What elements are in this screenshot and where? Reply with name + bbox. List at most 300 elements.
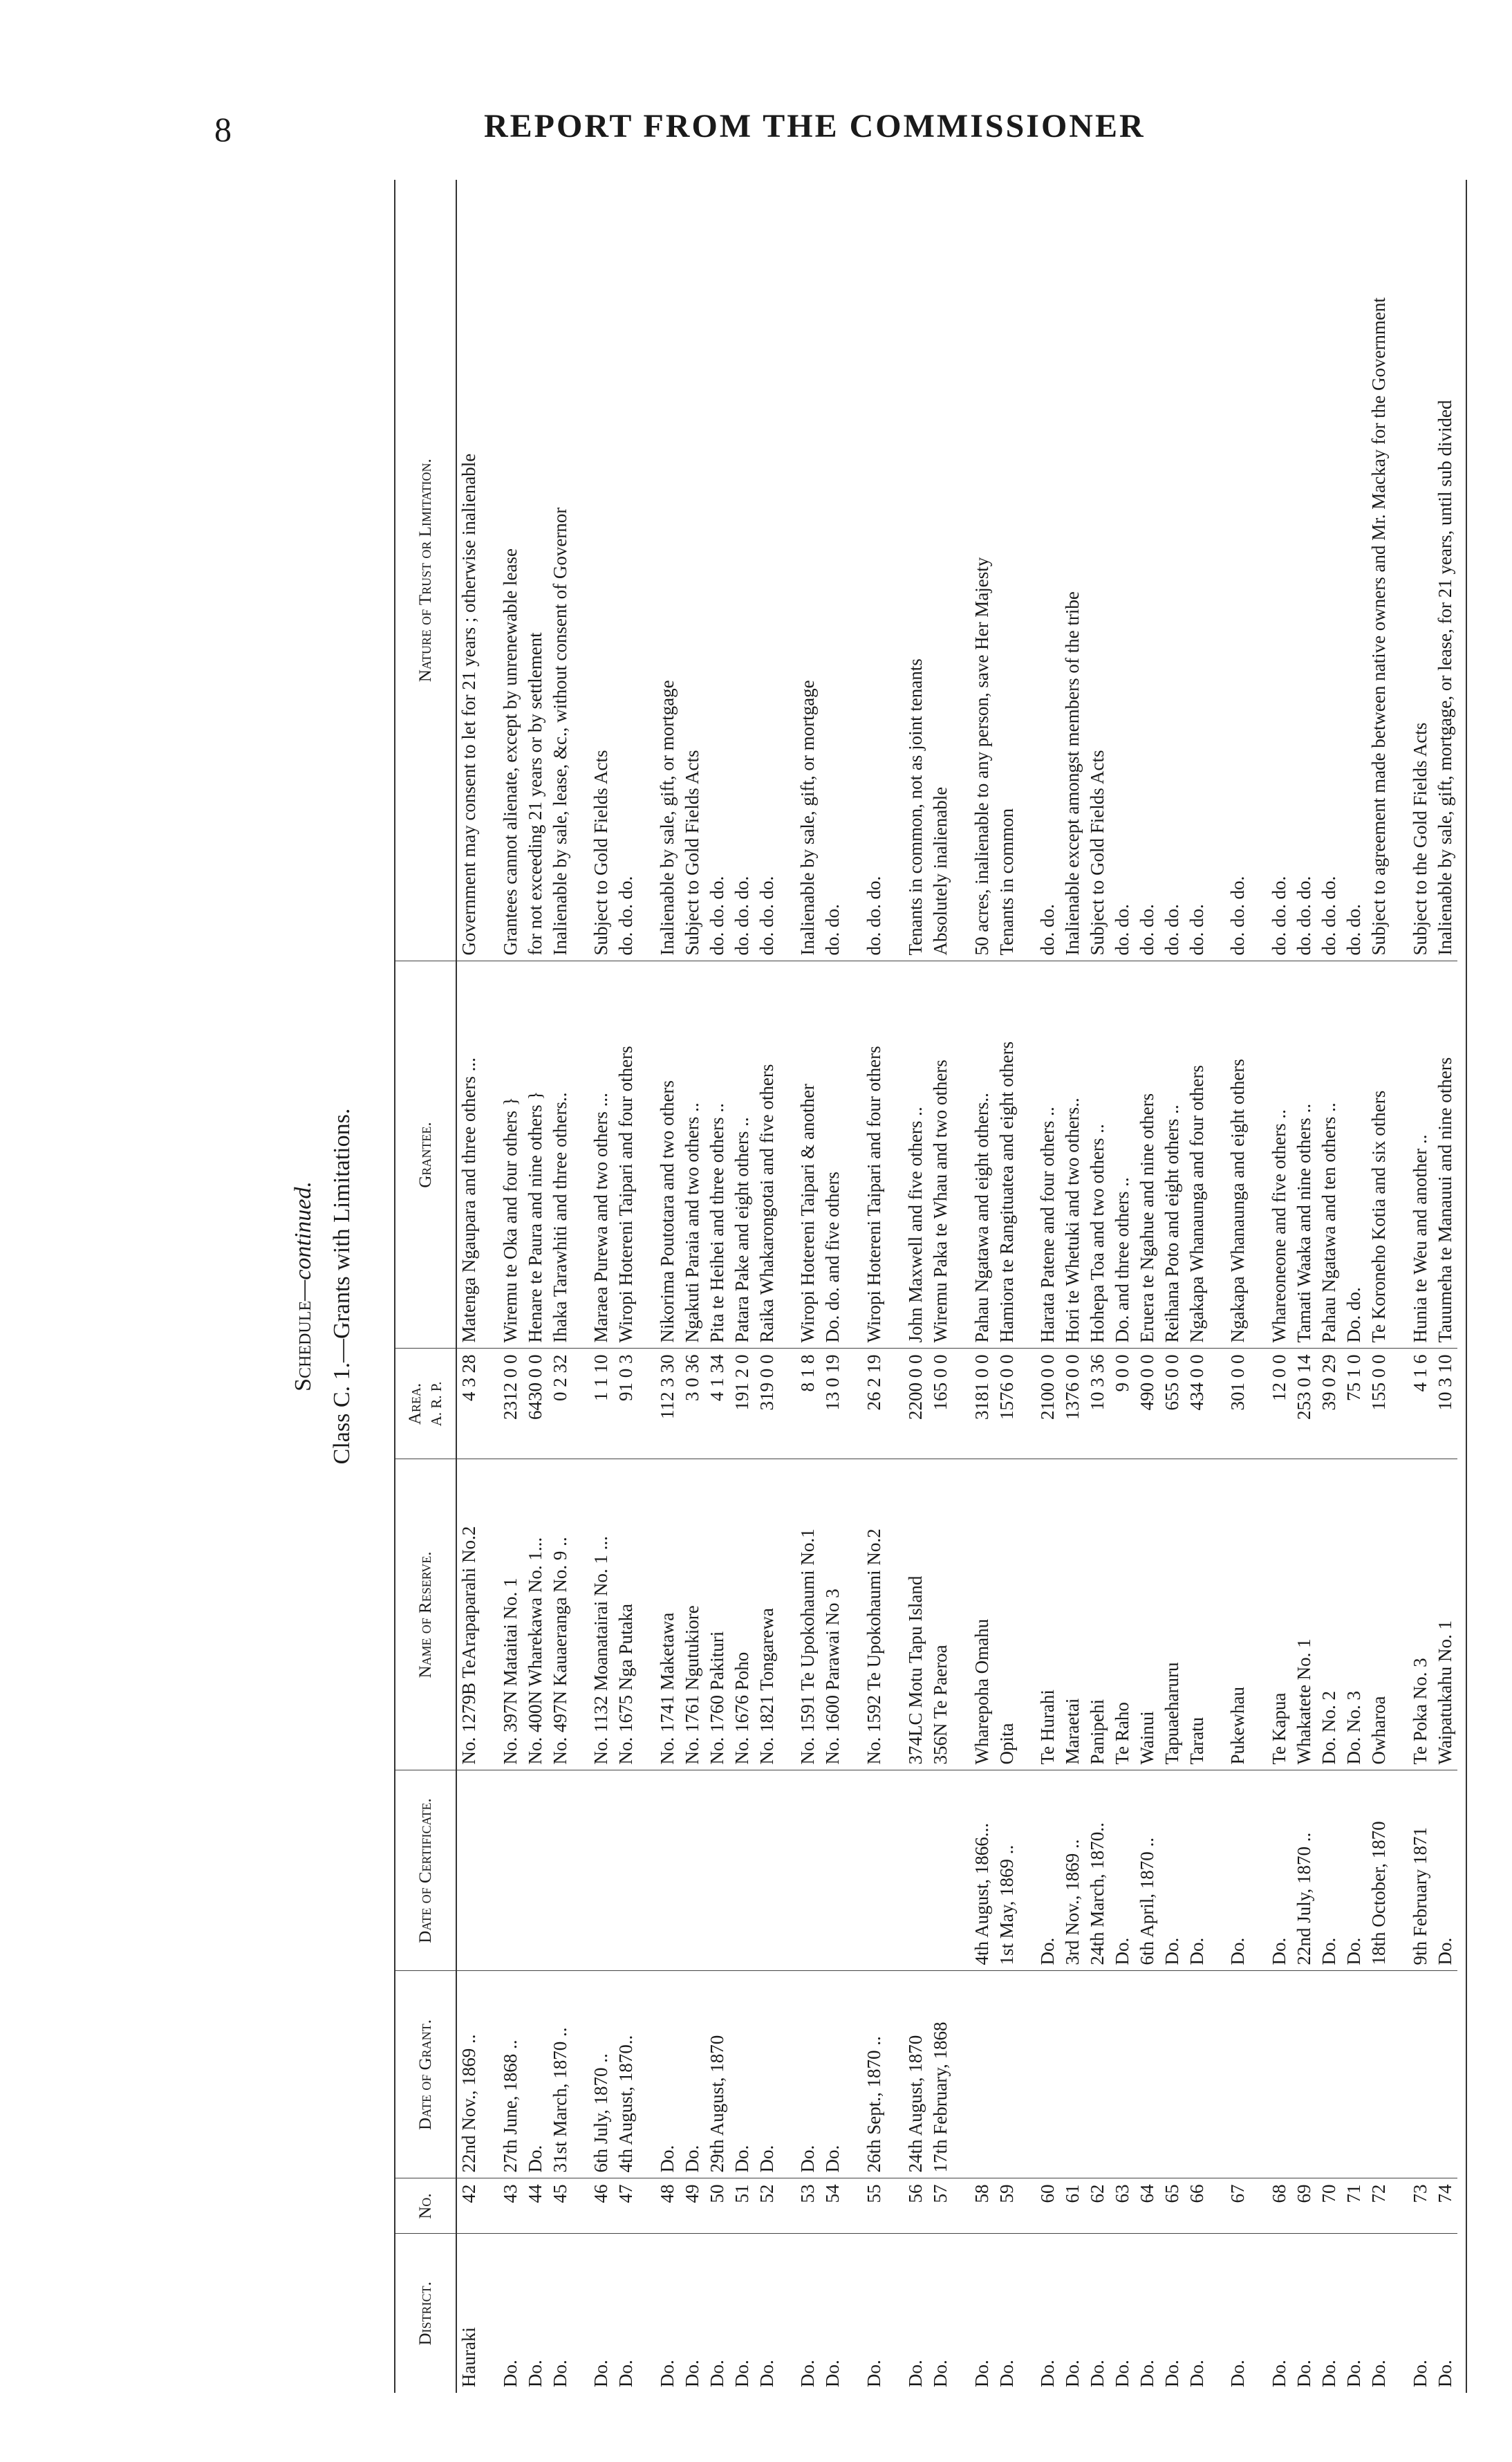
cell-no: 64: [1135, 2178, 1160, 2234]
cell-nature: do. do. do.: [755, 180, 780, 961]
cell-date-of-certificate: 6th April, 1870 ..: [1135, 1770, 1160, 1971]
cell-name-of-reserve: No. 497N Kauaeranga No. 9 ..: [548, 1459, 573, 1770]
table-header-row: [395, 180, 456, 2393]
cell-grantee: Tauumeha te Manauui and nine others: [1433, 961, 1458, 1349]
cell-date-of-certificate: [755, 1770, 780, 1971]
cell-nature: do. do. do.: [1251, 180, 1292, 961]
cell-date-of-certificate: [548, 1770, 573, 1971]
page-number: 8: [214, 110, 232, 149]
cell-date-of-certificate: 24th March, 1870..: [1085, 1770, 1110, 1971]
table-row: [1019, 180, 1061, 2393]
cell-name-of-reserve: Maraetai: [1061, 1459, 1085, 1770]
cell-nature: do. do. do.: [730, 180, 755, 961]
cell-district: Do.: [615, 2360, 637, 2387]
cell-district: Do.: [797, 2360, 819, 2387]
cell-no: 72: [1367, 2178, 1392, 2234]
cell-name-of-reserve: No. 1741 Maketawa: [639, 1459, 680, 1770]
cell-grantee: Whareoneone and five others ..: [1251, 961, 1292, 1349]
cell-district: Do.: [657, 2360, 678, 2387]
cell-area: 319 0 0: [755, 1349, 780, 1459]
cell-area: 26 2 19: [846, 1349, 887, 1459]
cell-no: 59: [995, 2178, 1020, 2234]
cell-date-of-grant: 31st March, 1870 ..: [548, 1971, 573, 2178]
cell-nature: Tenants in common: [995, 180, 1020, 961]
cell-nature: do. do.: [821, 180, 846, 961]
cell-area: 655 0 0: [1160, 1349, 1185, 1459]
cell-area: 434 0 0: [1185, 1349, 1210, 1459]
cell-date-of-certificate: [887, 1770, 928, 1971]
rotated-schedule: [290, 180, 1480, 2393]
table-row: [779, 180, 821, 2393]
cell-grantee: Raika Whakarongotai and five others: [755, 961, 780, 1349]
cell-date-of-grant: [1367, 1971, 1392, 2178]
schedule-heading-label: Schedule: [290, 1300, 316, 1391]
cell-nature: Subject to the Gold Fields Acts: [1392, 180, 1433, 961]
cell-area: 3 0 36: [680, 1349, 705, 1459]
cell-no: 47: [614, 2178, 639, 2234]
cell-district: Do.: [929, 2360, 951, 2387]
cell-date-of-certificate: Do.: [1160, 1770, 1185, 1971]
table-row: [1367, 180, 1392, 2393]
cell-district: Do.: [731, 2360, 752, 2387]
cell-date-of-grant: Do.: [730, 1971, 755, 2178]
col-area-units: A. R. P.: [427, 1381, 445, 1427]
table-row: [755, 180, 780, 2393]
cell-grantee: Te Koroneho Kotia and six others: [1367, 961, 1392, 1349]
cell-date-of-certificate: 9th February 1871: [1392, 1770, 1433, 1971]
cell-grantee: Eruera te Ngahue and nine others: [1135, 961, 1160, 1349]
cell-grantee: Tamati Waaka and nine others ..: [1292, 961, 1317, 1349]
cell-area: 165 0 0: [928, 1349, 953, 1459]
cell-area: 4 3 28: [456, 1349, 482, 1459]
cell-date-of-certificate: [523, 1770, 548, 1971]
cell-area: 13 0 19: [821, 1349, 846, 1459]
cell-area: 39 0 29: [1317, 1349, 1342, 1459]
cell-date-of-certificate: Do.: [1433, 1770, 1458, 1971]
cell-no: 71: [1342, 2178, 1367, 2234]
cell-date-of-certificate: Do.: [1209, 1770, 1251, 1971]
cell-area: 1376 0 0: [1061, 1349, 1085, 1459]
cell-name-of-reserve: No. 1279B TeArapaparahi No.2: [456, 1459, 482, 1770]
cell-name-of-reserve: No. 1592 Te Upokohaumi No.2: [846, 1459, 887, 1770]
cell-name-of-reserve: Te Raho: [1110, 1459, 1135, 1770]
cell-area: 10 3 36: [1085, 1349, 1110, 1459]
cell-name-of-reserve: Taratu: [1185, 1459, 1210, 1770]
col-no: No.: [395, 2178, 456, 2234]
cell-name-of-reserve: Te Kapua: [1251, 1459, 1292, 1770]
cell-date-of-grant: [1251, 1971, 1292, 2178]
cell-date-of-grant: 4th August, 1870..: [614, 1971, 639, 2178]
cell-nature: do. do.: [1342, 180, 1367, 961]
table-row: [614, 180, 639, 2393]
cell-district: Do.: [706, 2360, 727, 2387]
cell-date-of-grant: [1342, 1971, 1367, 2178]
cell-name-of-reserve: Wainui: [1135, 1459, 1160, 1770]
table-row: [821, 180, 846, 2393]
cell-name-of-reserve: No. 1591 Te Upokohaumi No.1: [779, 1459, 821, 1770]
table-row: [846, 180, 887, 2393]
cell-grantee: John Maxwell and five others ..: [887, 961, 928, 1349]
table-row: [1135, 180, 1160, 2393]
cell-area: 301 0 0: [1209, 1349, 1251, 1459]
col-date-of-certificate: Date of Certificate.: [395, 1770, 456, 1971]
cell-nature: Inalienable by sale, gift, or mortgage: [639, 180, 680, 961]
cell-nature: do. do. do.: [1209, 180, 1251, 961]
cell-no: 69: [1292, 2178, 1317, 2234]
cell-area: 112 3 30: [639, 1349, 680, 1459]
cell-area: 191 2 0: [730, 1349, 755, 1459]
cell-grantee: Do. do.: [1342, 961, 1367, 1349]
cell-district: Do.: [905, 2360, 926, 2387]
cell-grantee: Pahau Ngatawa and eight others..: [953, 961, 995, 1349]
cell-grantee: Ihaka Tarawhiti and three others..: [548, 961, 573, 1349]
table-row: [1342, 180, 1367, 2393]
cell-no: 42: [456, 2178, 482, 2234]
cell-area: 75 1 0: [1342, 1349, 1367, 1459]
cell-no: 44: [523, 2178, 548, 2234]
cell-date-of-grant: Do.: [523, 1971, 548, 2178]
grants-table: [394, 180, 1457, 2393]
cell-no: 73: [1392, 2178, 1433, 2234]
cell-date-of-grant: 6th July, 1870 ..: [572, 1971, 614, 2178]
cell-date-of-grant: 26th Sept., 1870 ..: [846, 1971, 887, 2178]
cell-district: Do.: [822, 2360, 843, 2387]
cell-name-of-reserve: No. 1600 Parawai No 3: [821, 1459, 846, 1770]
cell-nature: Tenants in common, not as joint tenants: [887, 180, 928, 961]
cell-district: Do.: [1037, 2360, 1058, 2387]
cell-district: Do.: [996, 2360, 1017, 2387]
table-row: [1392, 180, 1433, 2393]
schedule-heading-continued: —continued.: [290, 1181, 316, 1301]
cell-date-of-grant: [995, 1971, 1020, 2178]
schedule-heading: [290, 180, 317, 2393]
cell-no: 50: [705, 2178, 730, 2234]
table-row: [548, 180, 573, 2393]
cell-date-of-grant: [1317, 1971, 1342, 2178]
cell-date-of-certificate: 22nd July, 1870 ..: [1292, 1770, 1317, 1971]
cell-district: Do.: [971, 2360, 992, 2387]
cell-date-of-grant: [1392, 1971, 1433, 2178]
col-area-label: Area.: [406, 1382, 424, 1425]
cell-grantee: Hohepa Toa and two others ..: [1085, 961, 1110, 1349]
cell-grantee: Hamiora te Rangituatea and eight others: [995, 961, 1020, 1349]
cell-nature: 50 acres, inalienable to any person, save Her Majesty: [953, 180, 995, 961]
table-row: [456, 180, 482, 2393]
cell-date-of-grant: [1209, 1971, 1251, 2178]
cell-date-of-certificate: [456, 1770, 482, 1971]
cell-date-of-grant: 27th June, 1868 ..: [482, 1971, 523, 2178]
cell-district: Do.: [1409, 2360, 1430, 2387]
table-row: [1110, 180, 1135, 2393]
table-row: [705, 180, 730, 2393]
cell-date-of-certificate: [639, 1770, 680, 1971]
table-row: [639, 180, 680, 2393]
cell-date-of-certificate: [482, 1770, 523, 1971]
cell-area: 91 0 3: [614, 1349, 639, 1459]
cell-date-of-grant: [953, 1971, 995, 2178]
cell-district: Do.: [1161, 2360, 1182, 2387]
cell-nature: Absolutely inalienable: [928, 180, 953, 961]
cell-name-of-reserve: Do. No. 2: [1317, 1459, 1342, 1770]
cell-nature: do. do. do.: [614, 180, 639, 961]
cell-name-of-reserve: Whakatete No. 1: [1292, 1459, 1317, 1770]
cell-name-of-reserve: No. 1132 Moanatairai No. 1 ...: [572, 1459, 614, 1770]
table-row: [482, 180, 523, 2393]
cell-area: 12 0 0: [1251, 1349, 1292, 1459]
cell-no: 61: [1061, 2178, 1085, 2234]
cell-date-of-certificate: [572, 1770, 614, 1971]
cell-date-of-certificate: [730, 1770, 755, 1971]
cell-name-of-reserve: No. 400N Wharekawa No. 1...: [523, 1459, 548, 1770]
table-body: [456, 180, 1457, 2393]
cell-date-of-certificate: [705, 1770, 730, 1971]
cell-nature: Subject to agreement made between native owners and Mr. Mackay for the Government: [1367, 180, 1392, 961]
cell-district: Do.: [1062, 2360, 1083, 2387]
table-row: [1292, 180, 1317, 2393]
cell-grantee: Wiropi Hotereni Taipari & another: [779, 961, 821, 1349]
cell-grantee: Maraea Purewa and two others ...: [572, 961, 614, 1349]
cell-grantee: Hori te Whetuki and two others..: [1061, 961, 1085, 1349]
cell-district: Do.: [1269, 2360, 1290, 2387]
cell-nature: Inalienable by sale, gift, or mortgage: [779, 180, 821, 961]
cell-no: 49: [680, 2178, 705, 2234]
cell-name-of-reserve: 374LC Motu Tapu Island: [887, 1459, 928, 1770]
cell-nature: do. do.: [1135, 180, 1160, 961]
cell-date-of-grant: [1019, 1971, 1061, 2178]
cell-date-of-grant: [1110, 1971, 1135, 2178]
cell-area: 2100 0 0: [1019, 1349, 1061, 1459]
cell-district: Do.: [1227, 2360, 1249, 2387]
cell-name-of-reserve: 356N Te Paeroa: [928, 1459, 953, 1770]
cell-name-of-reserve: Te Poka No. 3: [1392, 1459, 1433, 1770]
col-name-of-reserve: Name of Reserve.: [395, 1459, 456, 1770]
table-row: [680, 180, 705, 2393]
cell-date-of-certificate: [779, 1770, 821, 1971]
cell-grantee: Harata Patene and four others ..: [1019, 961, 1061, 1349]
cell-name-of-reserve: Owharoa: [1367, 1459, 1392, 1770]
cell-area: 2312 0 0: [482, 1349, 523, 1459]
cell-grantee: Nikorima Poutotara and two others: [639, 961, 680, 1349]
cell-district: Hauraki: [458, 2327, 479, 2387]
cell-grantee: Reihana Poto and eight others ..: [1160, 961, 1185, 1349]
cell-nature: do. do.: [1110, 180, 1135, 961]
cell-nature: do. do.: [1185, 180, 1210, 961]
cell-area: 155 0 0: [1367, 1349, 1392, 1459]
cell-district: Do.: [549, 2360, 570, 2387]
cell-name-of-reserve: Waipatukahu No. 1: [1433, 1459, 1458, 1770]
cell-nature: Inalienable except amongst members of the tribe: [1061, 180, 1085, 961]
cell-district: Do.: [1087, 2360, 1108, 2387]
cell-date-of-certificate: [680, 1770, 705, 1971]
cell-no: 57: [928, 2178, 953, 2234]
cell-grantee: Matenga Ngaupara and three others ...: [456, 961, 482, 1349]
cell-area: 253 0 14: [1292, 1349, 1317, 1459]
cell-district: Do.: [1434, 2360, 1455, 2387]
cell-no: 74: [1433, 2178, 1458, 2234]
cell-district: Do.: [1343, 2360, 1364, 2387]
cell-area: 4 1 34: [705, 1349, 730, 1459]
cell-nature: do. do.: [1160, 180, 1185, 961]
cell-date-of-grant: [1292, 1971, 1317, 2178]
cell-nature: Inalienable by sale, lease, &c., without consent of Governor: [548, 180, 573, 961]
cell-grantee: Do. and three others ..: [1110, 961, 1135, 1349]
cell-no: 51: [730, 2178, 755, 2234]
cell-no: 70: [1317, 2178, 1342, 2234]
cell-nature: Government may consent to let for 21 years ; otherwise inalienable: [456, 180, 482, 961]
cell-no: 43: [482, 2178, 523, 2234]
cell-area: 6430 0 0: [523, 1349, 548, 1459]
cell-name-of-reserve: Opita: [995, 1459, 1020, 1770]
table-bottom-rule: [1466, 180, 1467, 2393]
cell-date-of-grant: 17th February, 1868: [928, 1971, 953, 2178]
cell-district: Do.: [524, 2360, 545, 2387]
cell-district: Do.: [756, 2360, 777, 2387]
cell-name-of-reserve: No. 1821 Tongarewa: [755, 1459, 780, 1770]
cell-grantee: Wiropi Hotereni Taipari and four others: [614, 961, 639, 1349]
cell-no: 46: [572, 2178, 614, 2234]
cell-area: 1 1 10: [572, 1349, 614, 1459]
cell-date-of-grant: Do.: [755, 1971, 780, 2178]
cell-date-of-certificate: Do.: [1110, 1770, 1135, 1971]
cell-grantee: Wiropi Hotereni Taipari and four others: [846, 961, 887, 1349]
cell-area: 4 1 6: [1392, 1349, 1433, 1459]
cell-date-of-grant: [1160, 1971, 1185, 2178]
col-district: District.: [395, 2234, 456, 2393]
cell-date-of-certificate: Do.: [1019, 1770, 1061, 1971]
cell-date-of-certificate: 18th October, 1870: [1367, 1770, 1392, 1971]
cell-nature: do. do. do.: [846, 180, 887, 961]
cell-name-of-reserve: No. 1676 Poho: [730, 1459, 755, 1770]
cell-nature: do. do.: [1019, 180, 1061, 961]
cell-nature: for not exceeding 21 years or by settlement: [523, 180, 548, 961]
cell-date-of-grant: 24th August, 1870: [887, 1971, 928, 2178]
table-row: [1209, 180, 1251, 2393]
cell-district: Do.: [499, 2360, 521, 2387]
cell-grantee: Henare te Paura and nine others }: [523, 961, 548, 1349]
cell-no: 58: [953, 2178, 995, 2234]
cell-grantee: Ngakuti Paraia and two others ..: [680, 961, 705, 1349]
cell-grantee: Patara Pake and eight others ..: [730, 961, 755, 1349]
table-row: [1317, 180, 1342, 2393]
cell-date-of-grant: [1085, 1971, 1110, 2178]
cell-date-of-grant: 22nd Nov., 1869 ..: [456, 1971, 482, 2178]
cell-no: 66: [1185, 2178, 1210, 2234]
cell-district: Do.: [1112, 2360, 1133, 2387]
cell-area: 9 0 0: [1110, 1349, 1135, 1459]
cell-name-of-reserve: No. 1760 Pakituri: [705, 1459, 730, 1770]
cell-grantee: Hunia te Weu and another ..: [1392, 961, 1433, 1349]
cell-district: Do.: [682, 2360, 703, 2387]
cell-name-of-reserve: No. 1761 Ngutukiore: [680, 1459, 705, 1770]
table-row: [1085, 180, 1110, 2393]
cell-date-of-grant: [1135, 1971, 1160, 2178]
cell-name-of-reserve: Pukewhau: [1209, 1459, 1251, 1770]
cell-date-of-grant: [1061, 1971, 1085, 2178]
cell-no: 68: [1251, 2178, 1292, 2234]
cell-nature: Subject to Gold Fields Acts: [1085, 180, 1110, 961]
cell-date-of-certificate: [614, 1770, 639, 1971]
cell-no: 48: [639, 2178, 680, 2234]
table-row: [523, 180, 548, 2393]
table-row: [887, 180, 928, 2393]
page-title: REPORT FROM THE COMMISSIONER: [484, 108, 1146, 145]
table-row: [1160, 180, 1185, 2393]
table-row: [730, 180, 755, 2393]
cell-name-of-reserve: Tapuaeharuru: [1160, 1459, 1185, 1770]
cell-area: 0 2 32: [548, 1349, 573, 1459]
cell-name-of-reserve: Do. No. 3: [1342, 1459, 1367, 1770]
cell-date-of-grant: Do.: [639, 1971, 680, 2178]
table-row: [995, 180, 1020, 2393]
cell-grantee: Ngakapa Whanaunga and four others: [1185, 961, 1210, 1349]
cell-no: 65: [1160, 2178, 1185, 2234]
table-row: [1433, 180, 1458, 2393]
cell-no: 54: [821, 2178, 846, 2234]
cell-date-of-certificate: Do.: [1251, 1770, 1292, 1971]
cell-no: 55: [846, 2178, 887, 2234]
cell-nature: do. do. do.: [1317, 180, 1342, 961]
cell-name-of-reserve: Wharepoha Omahu: [953, 1459, 995, 1770]
cell-district: Do.: [1136, 2360, 1157, 2387]
cell-area: 8 1 8: [779, 1349, 821, 1459]
cell-date-of-certificate: Do.: [1342, 1770, 1367, 1971]
cell-area: 1576 0 0: [995, 1349, 1020, 1459]
col-grantee: Grantee.: [395, 961, 456, 1349]
cell-grantee: Pita te Heihei and three others ..: [705, 961, 730, 1349]
cell-area: 490 0 0: [1135, 1349, 1160, 1459]
cell-date-of-certificate: [821, 1770, 846, 1971]
cell-no: 62: [1085, 2178, 1110, 2234]
cell-grantee: Pahau Ngatawa and ten others ..: [1317, 961, 1342, 1349]
cell-nature: do. do. do.: [705, 180, 730, 961]
col-area: [395, 1349, 456, 1459]
cell-nature: Subject to Gold Fields Acts: [680, 180, 705, 961]
cell-nature: Grantees cannot alienate, except by unrenewable lease: [482, 180, 523, 961]
cell-no: 45: [548, 2178, 573, 2234]
cell-date-of-certificate: 3rd Nov., 1869 ..: [1061, 1770, 1085, 1971]
cell-area: 2200 0 0: [887, 1349, 928, 1459]
cell-area: 3181 0 0: [953, 1349, 995, 1459]
table-row: [928, 180, 953, 2393]
cell-name-of-reserve: No. 1675 Nga Putaka: [614, 1459, 639, 1770]
cell-district: Do.: [1294, 2360, 1315, 2387]
cell-date-of-grant: Do.: [680, 1971, 705, 2178]
cell-nature: Inalienable by sale, gift, mortgage, or lease, for 21 years, until sub divided: [1433, 180, 1458, 961]
cell-area: 10 3 10: [1433, 1349, 1458, 1459]
cell-name-of-reserve: Panipehi: [1085, 1459, 1110, 1770]
cell-no: 56: [887, 2178, 928, 2234]
cell-grantee: Wiremu te Oka and four others }: [482, 961, 523, 1349]
cell-date-of-grant: Do.: [821, 1971, 846, 2178]
cell-district: Do.: [590, 2360, 612, 2387]
cell-date-of-certificate: 4th August, 1866...: [953, 1770, 995, 1971]
cell-no: 53: [779, 2178, 821, 2234]
table-row: [1185, 180, 1210, 2393]
class-heading: Class C. 1.—Grants with Limitations.: [329, 1108, 355, 1465]
cell-date-of-certificate: [928, 1770, 953, 1971]
cell-date-of-grant: Do.: [779, 1971, 821, 2178]
cell-district: Do.: [1368, 2360, 1389, 2387]
cell-date-of-certificate: Do.: [1185, 1770, 1210, 1971]
col-date-of-grant: Date of Grant.: [395, 1971, 456, 2178]
cell-no: 52: [755, 2178, 780, 2234]
cell-district: Do.: [864, 2360, 885, 2387]
cell-date-of-certificate: [846, 1770, 887, 1971]
cell-grantee: Do. do. and five others: [821, 961, 846, 1349]
cell-grantee: Wiremu Paka te Whau and two others: [928, 961, 953, 1349]
cell-district: Do.: [1318, 2360, 1340, 2387]
cell-name-of-reserve: No. 397N Mataitai No. 1: [482, 1459, 523, 1770]
